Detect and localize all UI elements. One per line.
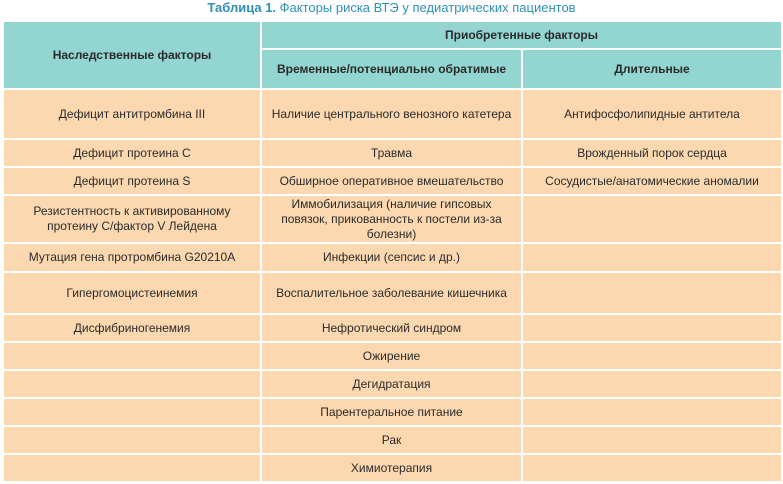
cell-temporary: Нефротический синдром <box>261 314 522 342</box>
cell-long-term <box>522 426 782 454</box>
cell-long-term <box>522 454 782 482</box>
cell-hereditary: Резистентность к активированному протеину C/фактор V Лейдена <box>3 195 261 243</box>
cell-hereditary: Мутация гена протромбина G20210A <box>3 243 261 272</box>
cell-long-term <box>522 342 782 370</box>
cell-long-term <box>522 398 782 426</box>
table-row <box>3 167 782 195</box>
table-row <box>3 398 782 426</box>
cell-hereditary <box>3 342 261 370</box>
cell-long-term <box>522 272 782 314</box>
cell-long-term <box>522 370 782 398</box>
cell-long-term: Врожденный порок сердца <box>522 139 782 167</box>
cell-temporary: Иммобилизация (наличие гипсовых повязок, прикованность к постели из-за болезни) <box>261 195 522 243</box>
header-hereditary: Наследственные факторы <box>3 21 261 89</box>
cell-hereditary <box>3 454 261 482</box>
table-row <box>3 89 782 139</box>
table-row <box>3 426 782 454</box>
cell-long-term <box>522 195 782 243</box>
table-row <box>3 370 782 398</box>
table-row <box>3 195 782 243</box>
cell-long-term: Сосудистые/анатомические аномалии <box>522 167 782 195</box>
cell-hereditary <box>3 370 261 398</box>
cell-hereditary: Дефицит антитромбина III <box>3 89 261 139</box>
cell-hereditary: Дефицит протеина S <box>3 167 261 195</box>
table-caption <box>0 0 783 18</box>
cell-temporary: Наличие центрального венозного катетера <box>261 89 522 139</box>
cell-temporary: Парентеральное питание <box>261 398 522 426</box>
cell-temporary: Инфекции (сепсис и др.) <box>261 243 522 272</box>
caption-text: Факторы риска ВТЭ у педиатрических пациентов <box>279 0 576 15</box>
cell-temporary: Химиотерапия <box>261 454 522 482</box>
cell-hereditary: Дефицит протеина C <box>3 139 261 167</box>
cell-temporary: Рак <box>261 426 522 454</box>
cell-temporary: Воспалительное заболевание кишечника <box>261 272 522 314</box>
header-long-term: Длительные <box>522 49 782 89</box>
cell-hereditary <box>3 426 261 454</box>
cell-long-term: Антифосфолипидные антитела <box>522 89 782 139</box>
table-row <box>3 272 782 314</box>
header-acquired: Приобретенные факторы <box>261 21 782 49</box>
cell-temporary: Травма <box>261 139 522 167</box>
cell-long-term <box>522 314 782 342</box>
cell-temporary: Дегидратация <box>261 370 522 398</box>
table-row <box>3 314 782 342</box>
cell-temporary: Обширное оперативное вмешательство <box>261 167 522 195</box>
table-row <box>3 139 782 167</box>
table-row <box>3 454 782 482</box>
cell-hereditary: Дисфибриногенемия <box>3 314 261 342</box>
table-row <box>3 342 782 370</box>
cell-hereditary: Гипергомоцистеинемия <box>3 272 261 314</box>
caption-label: Таблица 1. <box>207 0 277 15</box>
header-temporary: Временные/потенциально обратимые <box>261 49 522 89</box>
cell-temporary: Ожирение <box>261 342 522 370</box>
table-row <box>3 243 782 272</box>
risk-factors-table <box>2 20 783 483</box>
cell-long-term <box>522 243 782 272</box>
cell-hereditary <box>3 398 261 426</box>
